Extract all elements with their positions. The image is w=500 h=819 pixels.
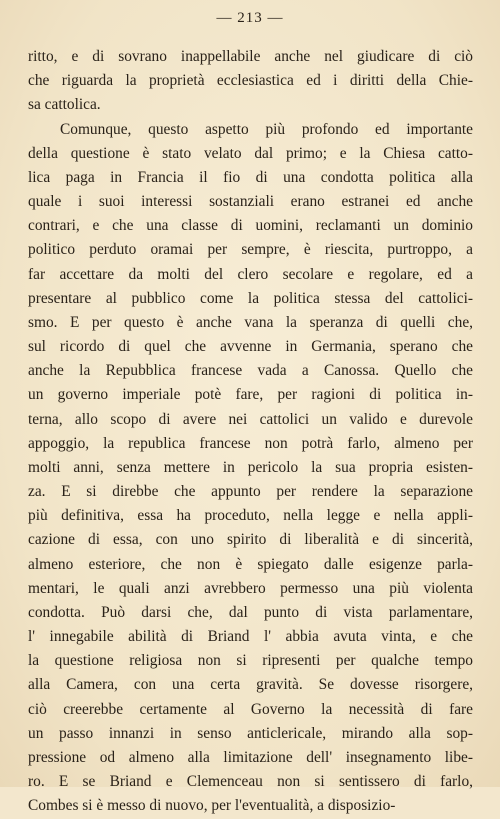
text-line: ciò creerebbe certamente al Governo la necessità di fare [28,700,473,718]
text-line: condotta. Può darsi che, dal punto di vista parlamentare, [28,603,473,621]
text-line: anche la Repubblica francese vada a Canossa. Quello che [28,362,473,380]
text-line: Combes si è messo di nuovo, per l'eventualità, a disposizio- [28,797,396,815]
text-line: ro. E se Briand e Clemenceau non si sentissero di farlo, [28,773,473,791]
text-line: molti anni, senza mettere in pericolo la sua propria esisten- [28,458,473,476]
text-line: la questione religiosa non si ripresenti per qualche tempo [28,652,473,670]
text-line: contrari, e che una classe di uomini, reclamanti un dominio [28,217,473,235]
text-line: un passo innanzi in senso anticlericale, mirando alla sop- [28,724,473,742]
text-line: che riguarda la proprietà ecclesiastica ed i diritti della Chie- [28,72,473,90]
text-line: quale i suoi interessi sostanziali erano estranei ed anche [28,193,473,211]
text-line: mentari, le quali anzi avrebbero permesso una più violenta [28,579,473,597]
text-line: un governo imperiale potè fare, per ragioni di politica in- [28,386,473,404]
text-line: appoggio, la republica francese non potrà farlo, almeno per [28,434,473,452]
text-line: presentare al pubblico come la politica stessa del cattolici- [28,289,473,307]
text-line: cazione di essa, con uno spirito di liberalità e di sincerità, [28,531,473,549]
text-line: Comunque, questo aspetto più profondo ed importante [60,120,473,138]
text-line: za. E si direbbe che appunto per rendere la separazione [28,483,473,501]
body-text [28,45,473,819]
text-line: della questione è stato velato dal primo; e la Chiesa catto- [28,144,473,162]
text-line: sul ricordo di quel che avvenne in Germania, sperano che [28,338,473,356]
text-line: pressione od almeno alla limitazione dell' insegnamento libe- [28,748,473,766]
text-line: sa cattolica. [28,96,101,114]
text-line: alla Camera, con una certa gravità. Se dovesse risorgere, [28,676,473,694]
text-line: terna, allo scopo di avere nei cattolici un valido e durevole [28,410,473,428]
page-number: — 213 — [216,10,284,26]
text-line: far accettare da molti del clero secolare e regolare, ed a [28,265,473,283]
text-line: ritto, e di sovrano inappellabile anche nel giudicare di ciò [28,48,473,65]
text-line: l' innegabile abilità di Briand l' abbia avuta vinta, e che [28,628,473,646]
text-line: almeno esteriore, che non è spiegato dalle esigenze parla- [28,555,473,573]
text-line: smo. E per questo è anche vana la speranza di quelli che, [28,313,473,331]
text-line: più definitiva, essa ha proceduto, nella legge e nella appli- [28,507,473,525]
text-line: politico perduto oramai per sempre, è riescita, purtroppo, a [28,241,473,259]
text-line: lica paga in Francia il fio di una condotta politica alla [28,168,473,186]
